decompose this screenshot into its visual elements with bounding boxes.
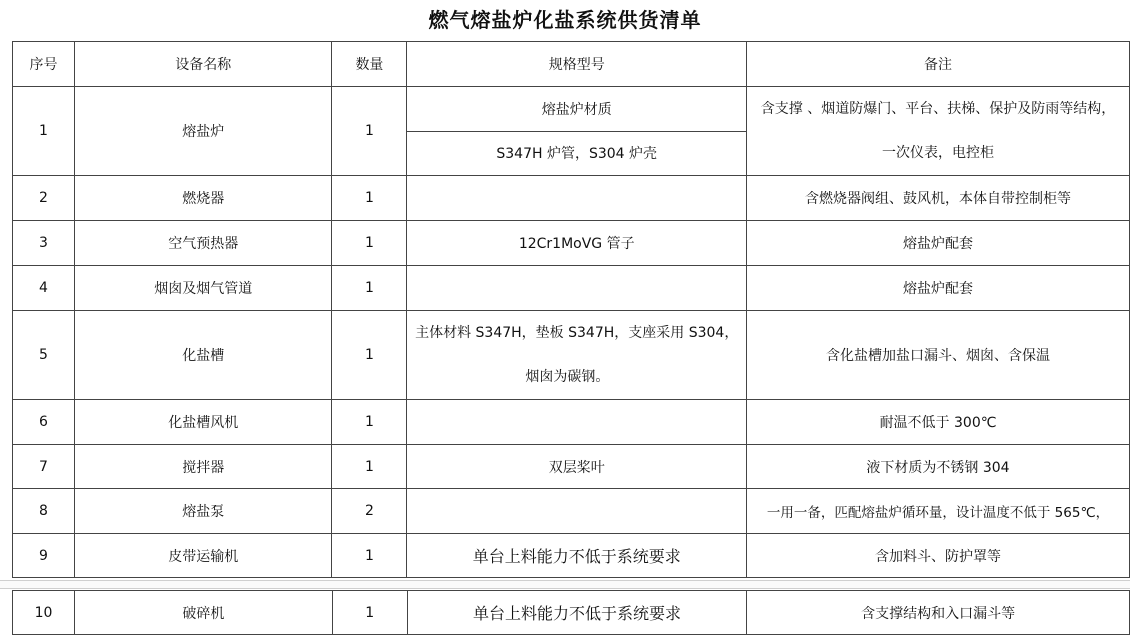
page-break-separator xyxy=(0,580,1130,589)
table-row xyxy=(13,591,1130,635)
header-seq: 序号 xyxy=(13,42,75,87)
table-row xyxy=(13,534,1130,578)
cell-name: 燃烧器 xyxy=(74,176,332,221)
document-title: 燃气熔盐炉化盐系统供货清单 xyxy=(428,8,702,32)
cell-spec: 双层桨叶 xyxy=(407,445,747,489)
cell-name: 破碎机 xyxy=(74,591,332,635)
spec-line-1: 主体材料 S347H，垫板 S347H，支座采用 S304， xyxy=(415,325,739,341)
cell-seq: 1 xyxy=(13,87,75,176)
cell-spec-bottom: S347H 炉管，S304 炉壳 xyxy=(407,131,747,176)
spec-line-2: 烟囱为碳钢。 xyxy=(525,369,610,385)
cell-remarks: 含支撑结构和入口漏斗等 xyxy=(747,591,1130,635)
cell-remarks: 含燃烧器阀组、鼓风机，本体自带控制柜等 xyxy=(747,176,1130,221)
cell-name: 熔盐泵 xyxy=(74,489,332,534)
cell-spec: 12Cr1MoVG 管子 xyxy=(407,221,747,266)
cell-seq: 10 xyxy=(13,591,75,635)
cell-seq: 7 xyxy=(13,445,75,489)
header-qty: 数量 xyxy=(332,42,407,87)
cell-name: 空气预热器 xyxy=(74,221,332,266)
cell-name: 烟囱及烟气管道 xyxy=(74,266,332,311)
cell-qty: 1 xyxy=(332,87,407,176)
table-row xyxy=(13,87,1130,132)
cell-qty: 1 xyxy=(332,591,407,635)
table-row xyxy=(13,489,1130,534)
cell-name: 搅拌器 xyxy=(74,445,332,489)
cell-spec-top: 熔盐炉材质 xyxy=(407,87,747,132)
header-spec: 规格型号 xyxy=(407,42,747,87)
table-row xyxy=(13,400,1130,445)
cell-spec xyxy=(407,176,747,221)
table-row xyxy=(13,311,1130,400)
table-row xyxy=(13,176,1130,221)
cell-remarks: 液下材质为不锈钢 304 xyxy=(747,445,1130,489)
cell-qty: 1 xyxy=(332,534,407,578)
cell-spec: 单台上料能力不低于系统要求 xyxy=(407,591,747,635)
supply-list-table-continued xyxy=(12,590,1130,635)
cell-remarks: 熔盐炉配套 xyxy=(747,266,1130,311)
cell-qty: 1 xyxy=(332,221,407,266)
header-name: 设备名称 xyxy=(74,42,332,87)
cell-seq: 9 xyxy=(13,534,75,578)
table-row xyxy=(13,445,1130,489)
cell-name: 化盐槽风机 xyxy=(74,400,332,445)
cell-qty: 1 xyxy=(332,266,407,311)
cell-qty: 1 xyxy=(332,176,407,221)
remarks-line-2: 一次仪表，电控柜 xyxy=(882,145,995,161)
cell-spec xyxy=(407,489,747,534)
cell-remarks xyxy=(747,87,1130,176)
cell-seq: 6 xyxy=(13,400,75,445)
cell-name: 化盐槽 xyxy=(74,311,332,400)
cell-remarks: 熔盐炉配套 xyxy=(747,221,1130,266)
cell-seq: 5 xyxy=(13,311,75,400)
cell-spec: 单台上料能力不低于系统要求 xyxy=(407,534,747,578)
cell-name: 皮带运输机 xyxy=(74,534,332,578)
supply-list-table xyxy=(12,41,1130,578)
remarks-line-1: 含支撑 、烟道防爆门、平台、扶梯、保护及防雨等结构， xyxy=(760,101,1116,117)
cell-seq: 8 xyxy=(13,489,75,534)
cell-seq: 4 xyxy=(13,266,75,311)
cell-remarks: 一用一备，匹配熔盐炉循环量，设计温度不低于 565℃， xyxy=(747,489,1130,534)
cell-qty: 1 xyxy=(332,311,407,400)
cell-spec xyxy=(407,311,747,400)
cell-remarks: 耐温不低于 300℃ xyxy=(747,400,1130,445)
table-header-row xyxy=(13,42,1130,87)
table-row xyxy=(13,221,1130,266)
cell-qty: 1 xyxy=(332,445,407,489)
cell-seq: 2 xyxy=(13,176,75,221)
cell-remarks: 含加料斗、防护罩等 xyxy=(747,534,1130,578)
cell-remarks: 含化盐槽加盐口漏斗、烟囱、含保温 xyxy=(747,311,1130,400)
cell-spec xyxy=(407,266,747,311)
cell-qty: 1 xyxy=(332,400,407,445)
cell-qty: 2 xyxy=(332,489,407,534)
header-remarks: 备注 xyxy=(747,42,1130,87)
cell-seq: 3 xyxy=(13,221,75,266)
cell-spec xyxy=(407,400,747,445)
table-row xyxy=(13,266,1130,311)
cell-name: 熔盐炉 xyxy=(74,87,332,176)
